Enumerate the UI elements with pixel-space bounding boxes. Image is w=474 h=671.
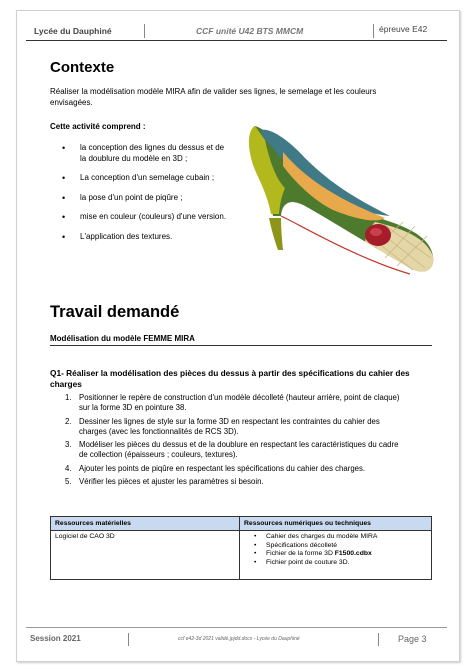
contexte-subtitle: Cette activité comprend :: [50, 122, 146, 131]
header-separator: [373, 24, 374, 38]
steps-list: [65, 393, 405, 491]
shoe-illustration: [235, 118, 440, 290]
list-item: • la conception des lignes du dessus et de la doublure du modèle en 3D ;: [62, 143, 232, 164]
list-item: 3. Modéliser les pièces du dessus et de la doublure en respectant les caractéristiques du cadre de collection (épaisseurs ; couleurs, textures).: [65, 440, 399, 459]
footer-rule: [26, 627, 447, 628]
page-header: [26, 24, 446, 38]
contexte-title: Contexte: [50, 59, 115, 76]
footer-separator: [128, 633, 129, 646]
table-header: Ressources numériques ou techniques: [240, 517, 432, 531]
list-item: 5. Vérifier les pièces et ajuster les paramètres si besoin.: [65, 477, 264, 486]
list-item: • Spécifications décolleté: [244, 542, 427, 551]
section-rule: [50, 345, 432, 346]
header-rule: [26, 40, 447, 41]
travail-subtitle: Modélisation du modèle FEMME MIRA: [50, 334, 195, 343]
contexte-intro: Réaliser la modélisation modèle MIRA afin de valider ses lignes, le semelage et les couleurs envisagées.: [50, 87, 377, 107]
header-epreuve: épreuve E42: [379, 24, 428, 34]
question-q1: Q1- Réaliser la modélisation des pièces du dessus à partir des spécifications du cahier des charges: [50, 368, 410, 389]
list-item: • Fichier de la forme 3D F1500.cdbx: [244, 550, 427, 559]
footer-separator: [378, 633, 379, 646]
footer-filename: ccf e42-3d 2021 validé.jpjdd.docx - Lycée du Dauphiné: [178, 636, 300, 642]
table-header: Ressources matérielles: [51, 517, 240, 531]
list-item: • La conception d'un semelage cubain ;: [62, 173, 232, 184]
list-item: 1. Positionner le repère de construction d'un modèle décolleté (hauteur arrière, point de claque) sur la forme 3D en pointure 38.: [65, 393, 400, 412]
list-item: • Fichier point de couture 3D.: [244, 559, 427, 568]
table-cell: [240, 531, 432, 580]
header-exam-title: CCF unité U42 BTS MMCM: [196, 26, 304, 36]
table-cell: Logiciel de CAO 3D: [51, 531, 240, 580]
list-item: • la pose d'un point de piqûre ;: [62, 193, 232, 204]
resources-table: [50, 516, 432, 580]
table-row: [51, 531, 432, 580]
header-school: Lycée du Dauphiné: [34, 26, 112, 36]
list-item: 4. Ajouter les points de piqûre en respectant les spécifications du cahier des charges.: [65, 463, 366, 473]
activity-list: [62, 143, 232, 242]
list-item: • L'application des textures.: [62, 232, 232, 243]
header-separator: [144, 24, 145, 38]
list-item: • mise en couleur (couleurs) d'une version.: [62, 212, 232, 223]
footer-page-number: Page 3: [398, 634, 427, 644]
list-item: 2. Dessiner les lignes de style sur la forme 3D en respectant les contraintes du cahier des charges (avec les fonctionnalités de RCS 3D).: [65, 416, 380, 436]
list-item: • Cahier des charges du modèle MIRA: [244, 533, 427, 542]
footer-session: Session 2021: [30, 634, 81, 643]
page-footer: [26, 633, 446, 647]
travail-title: Travail demandé: [50, 303, 180, 321]
